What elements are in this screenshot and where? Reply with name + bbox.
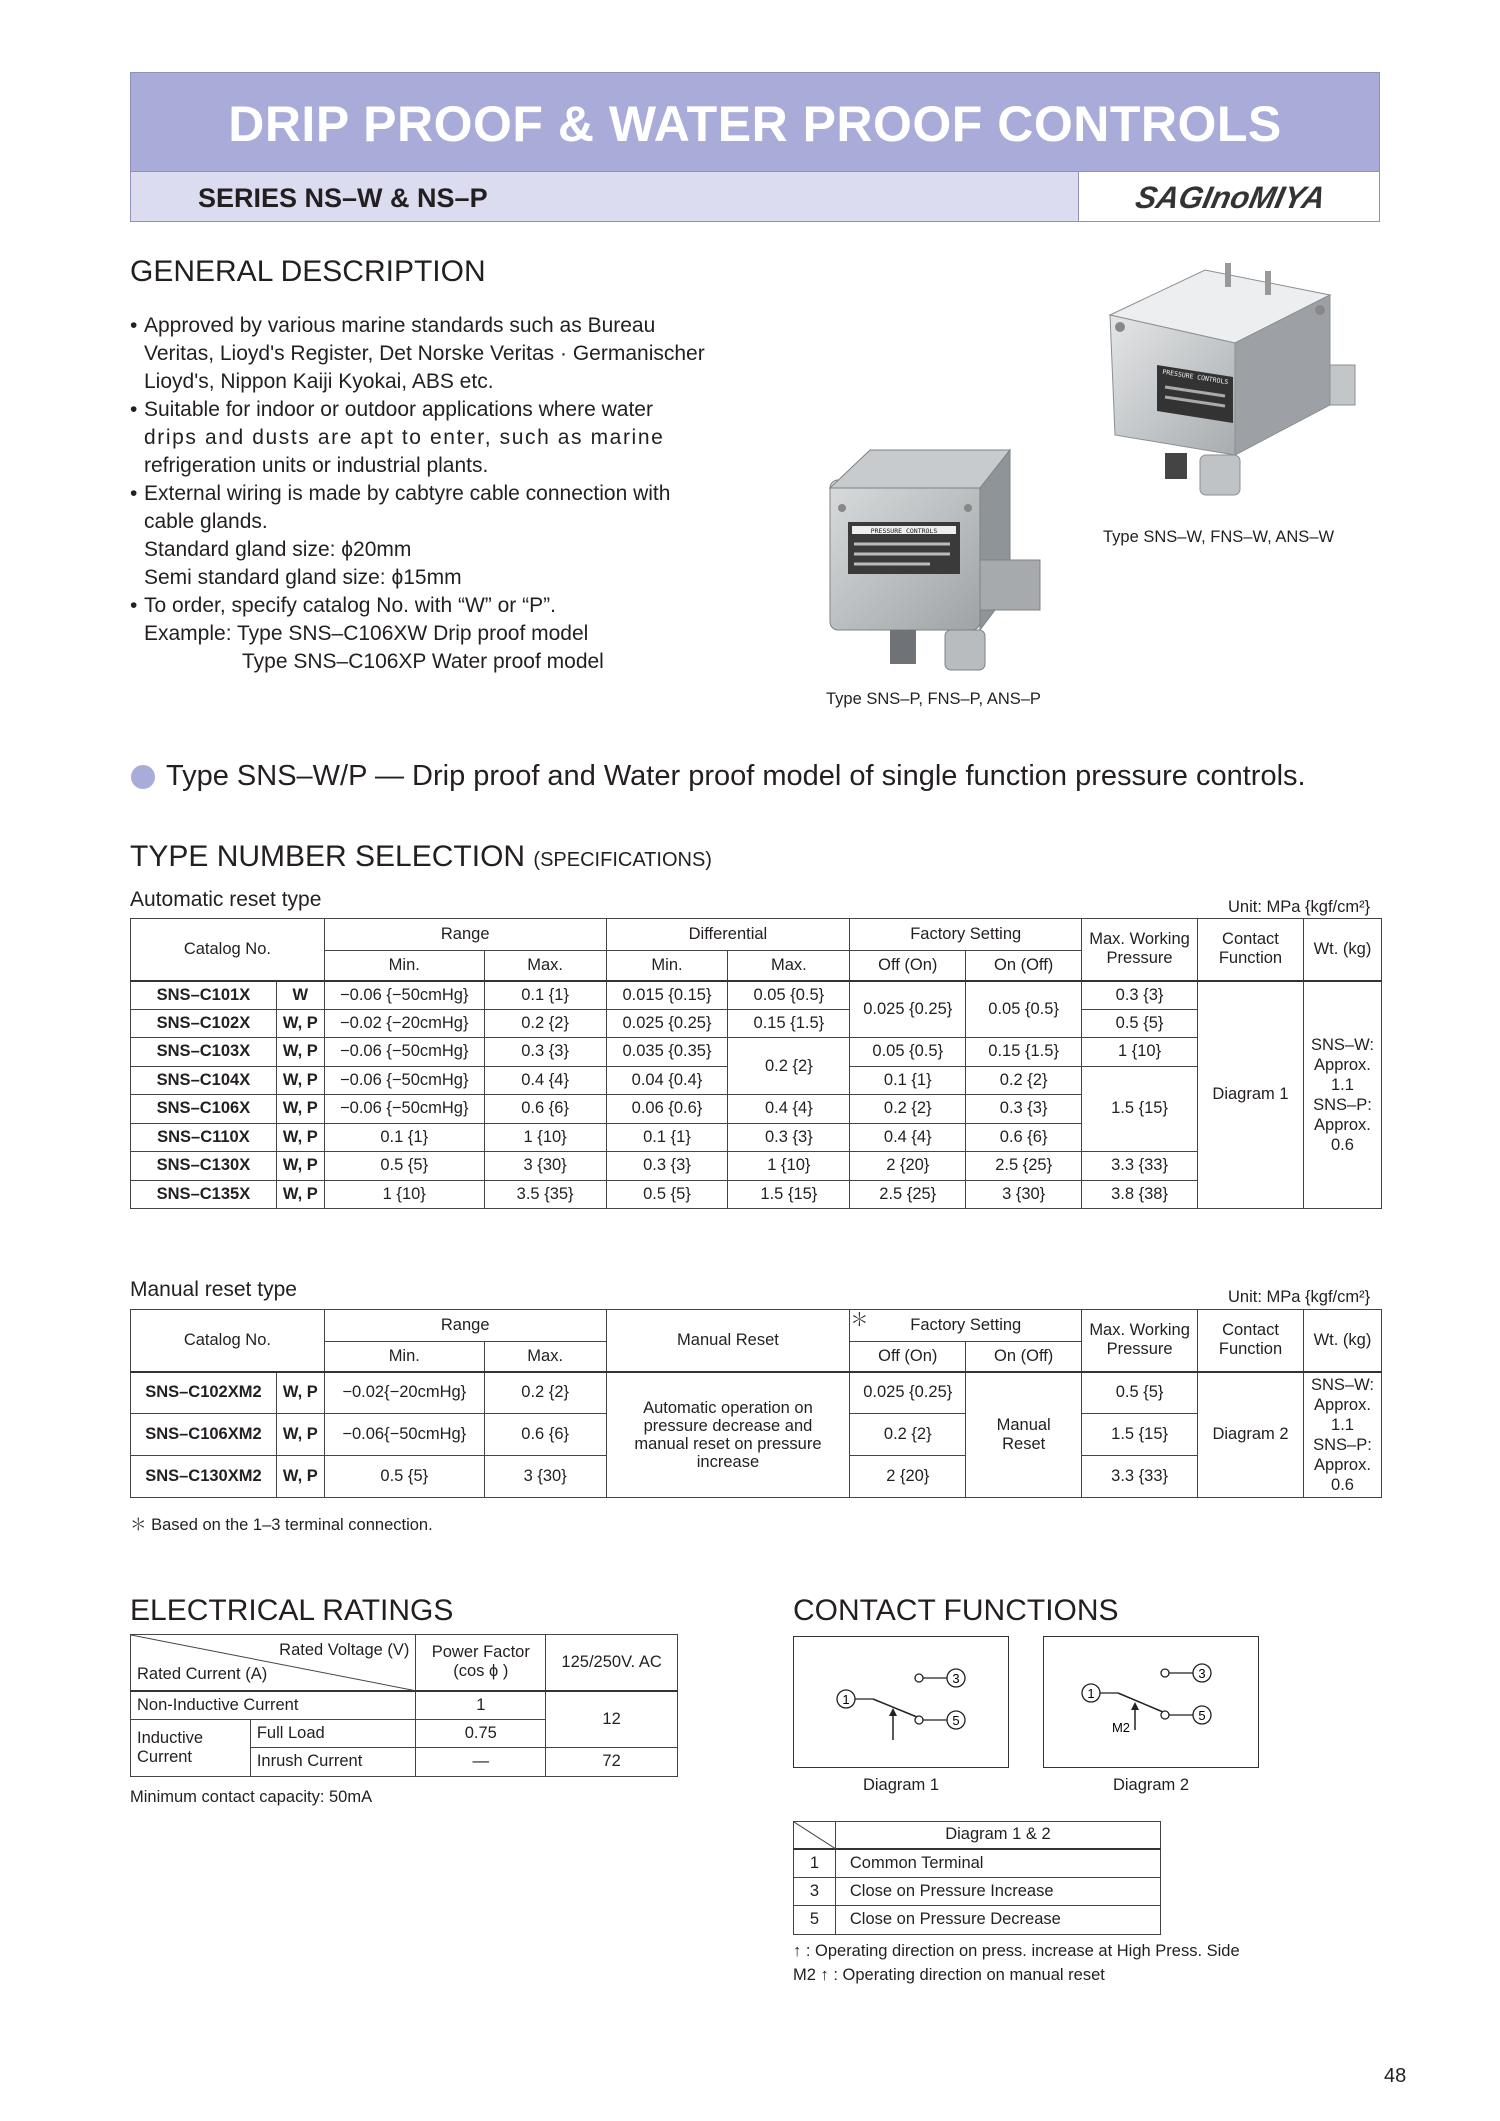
diagonal-divider <box>794 1822 836 1849</box>
cell-catalog: SNS–C106XM2 <box>131 1414 277 1456</box>
cell-range-max: 3 {30} <box>484 1152 606 1181</box>
weight-line: SNS–W: <box>1311 1375 1374 1394</box>
desc-line: Example: Type SNS–C106XW Drip proof model <box>144 622 589 645</box>
auto-unit: Unit: MPa {kgf/cm²} <box>1228 898 1371 916</box>
header-off-on: Off (On) <box>850 1342 966 1372</box>
header-off-on: Off (On) <box>850 951 966 981</box>
rated-voltage-label: Rated Voltage (V) <box>279 1641 410 1659</box>
cell-range-max: 0.1 {1} <box>484 981 606 1010</box>
cell-contact-function: Diagram 2 <box>1198 1372 1304 1498</box>
cell-range-max: 0.6 {6} <box>484 1095 606 1124</box>
cell-type: W, P <box>276 1456 324 1498</box>
cell-type: W, P <box>276 1414 324 1456</box>
cell-off-on: 0.4 {4} <box>850 1123 966 1152</box>
page-title: DRIP PROOF & WATER PROOF CONTROLS <box>228 96 1282 152</box>
contact-diagram-1 <box>793 1636 1009 1768</box>
cell-type: W, P <box>276 1038 324 1067</box>
cell-on-off: 2.5 {25} <box>966 1152 1082 1181</box>
desc-line: Type SNS–C106XP Water proof model <box>242 650 604 673</box>
cell-catalog: SNS–C130X <box>131 1152 277 1181</box>
cell-catalog: SNS–C135X <box>131 1180 277 1209</box>
desc-line: Standard gland size: ϕ20mm <box>144 538 412 561</box>
header-contact: Contact Function <box>1198 1310 1304 1372</box>
cell-max-working: 0.5 {5} <box>1082 1009 1198 1038</box>
auto-reset-table <box>130 918 1382 1209</box>
cell-off-on: 0.025 {0.25} <box>850 1372 966 1414</box>
header-range-min: Min. <box>324 951 484 981</box>
cell-diff-max: 1 {10} <box>728 1152 850 1181</box>
series-label: SERIES NS–W & NS–P <box>198 183 488 213</box>
header-factory <box>850 1310 1082 1342</box>
voltage-value: 125/250V. AC <box>546 1635 678 1691</box>
weight-line: Approx. <box>1314 1395 1371 1414</box>
table-row <box>131 1152 1382 1181</box>
manual-unit: Unit: MPa {kgf/cm²} <box>1228 1288 1371 1306</box>
cell-off-on: 0.1 {1} <box>850 1066 966 1095</box>
cell-max-working: 0.3 {3} <box>1082 981 1198 1010</box>
cell-weight <box>1303 1372 1381 1498</box>
cell-catalog: SNS–C110X <box>131 1123 277 1152</box>
header-factory-text: Factory Setting <box>910 1316 1022 1334</box>
cell-max-working: 1.5 {15} <box>1082 1066 1198 1152</box>
general-description-heading: GENERAL DESCRIPTION <box>130 255 486 288</box>
photo-caption-w: Type SNS–W, FNS–W, ANS–W <box>1103 528 1335 546</box>
photo-caption-p: Type SNS–P, FNS–P, ANS–P <box>826 690 1041 708</box>
electrical-ratings-heading: ELECTRICAL RATINGS <box>130 1594 454 1627</box>
selection-heading-text: TYPE NUMBER SELECTION <box>130 840 526 873</box>
pf-inrush: — <box>416 1748 546 1777</box>
type-selection-heading <box>130 840 712 874</box>
cell-manual-reset: Automatic operation on pressure decrease and manual reset on pressure increase <box>606 1372 850 1498</box>
power-factor-header: Power Factor (cos ϕ ) <box>416 1635 546 1691</box>
rated-current-label: Rated Current (A) <box>137 1664 268 1683</box>
cell-on-off: Manual Reset <box>966 1372 1082 1498</box>
manual-footnote: ＊ Based on the 1–3 terminal connection. <box>130 1516 433 1534</box>
header-range: Range <box>324 1310 606 1342</box>
cell-range-max: 0.3 {3} <box>484 1038 606 1067</box>
bullet-circle-icon <box>130 764 156 790</box>
desc-line: • External wiring is made by cabtyre cable connection with <box>130 480 722 508</box>
cell-diff-min: 0.015 {0.15} <box>606 981 728 1010</box>
cell-range-max: 3.5 {35} <box>484 1180 606 1209</box>
product-photo-sns-p <box>820 440 1060 680</box>
desc-line: drips and dusts are apt to enter, such as marine <box>144 426 665 449</box>
cell-diff-max: 0.2 {2} <box>728 1038 850 1095</box>
header-contact: Contact Function <box>1198 919 1304 981</box>
cell-range-min: −0.06{−50cmHg} <box>324 1414 484 1456</box>
inrush-label: Inrush Current <box>250 1748 416 1777</box>
weight-line: SNS–W: <box>1310 1035 1374 1054</box>
cell-range-max: 0.4 {4} <box>484 1066 606 1095</box>
cell-type: W, P <box>276 1009 324 1038</box>
terminal-description: Close on Pressure Increase <box>835 1877 1160 1906</box>
desc-line: refrigeration units or industrial plants. <box>144 454 489 477</box>
svg-text:3: 3 <box>952 1671 960 1686</box>
svg-text:PRESSURE CONTROLS: PRESSURE CONTROLS <box>870 527 938 535</box>
weight-line: 0.6 <box>1331 1475 1354 1494</box>
header-catalog: Catalog No. <box>131 919 325 981</box>
selection-heading-small: (SPECIFICATIONS) <box>533 849 712 871</box>
cell-range-max: 3 {30} <box>484 1456 606 1498</box>
terminal-number: 1 <box>794 1849 836 1878</box>
svg-text:SAGInoMIYA: SAGInoMIYA <box>1132 180 1329 215</box>
general-description-text <box>130 312 722 676</box>
pf-full-load: 0.75 <box>416 1719 546 1748</box>
desc-line: • Suitable for indoor or outdoor applications where water <box>130 396 722 424</box>
cell-catalog: SNS–C103X <box>131 1038 277 1067</box>
cell-type: W, P <box>276 1066 324 1095</box>
cell-catalog: SNS–C104X <box>131 1066 277 1095</box>
header-diff-min: Min. <box>606 951 728 981</box>
cell-max-working: 1 {10} <box>1082 1038 1198 1067</box>
inductive-label: Inductive Current <box>131 1719 251 1776</box>
cell-range-max: 0.6 {6} <box>484 1414 606 1456</box>
desc-line: Semi standard gland size: ϕ15mm <box>144 566 462 589</box>
cell-on-off: 0.15 {1.5} <box>966 1038 1082 1067</box>
cell-catalog: SNS–C101X <box>131 981 277 1010</box>
cell-max-working: 3.3 {33} <box>1082 1152 1198 1181</box>
cell-range-max: 0.2 {2} <box>484 1372 606 1414</box>
header-range-max: Max. <box>484 951 606 981</box>
cell-range-min: 0.1 {1} <box>324 1123 484 1152</box>
desc-line: • To order, specify catalog No. with “W” or “P”. <box>130 592 722 620</box>
terminal-description: Common Terminal <box>835 1849 1160 1878</box>
contact-functions-heading: CONTACT FUNCTIONS <box>793 1594 1119 1627</box>
cell-off-on: 2 {20} <box>850 1456 966 1498</box>
cell-off-on: 2.5 {25} <box>850 1180 966 1209</box>
header-diff-max: Max. <box>728 951 850 981</box>
header-max-working: Max. Working Pressure <box>1082 1310 1198 1372</box>
cell-diff-max: 1.5 {15} <box>728 1180 850 1209</box>
cell-contact-function: Diagram 1 <box>1198 981 1304 1209</box>
table-row <box>131 1372 1382 1414</box>
cell-max-working: 0.5 {5} <box>1082 1372 1198 1414</box>
manual-reset-direction-note: M2 ↑ : Operating direction on manual reset <box>793 1966 1105 1984</box>
current-72: 72 <box>546 1748 678 1777</box>
auto-reset-label: Automatic reset type <box>130 888 322 911</box>
cell-diff-max: 0.15 {1.5} <box>728 1009 850 1038</box>
cell-type: W, P <box>276 1123 324 1152</box>
cell-off-on: 0.025 {0.25} <box>850 981 966 1038</box>
cell-diff-max: 0.05 {0.5} <box>728 981 850 1010</box>
cell-type: W, P <box>276 1152 324 1181</box>
cell-diff-min: 0.035 {0.35} <box>606 1038 728 1067</box>
weight-line: Approx. <box>1314 1455 1371 1474</box>
cell-on-off: 0.05 {0.5} <box>966 981 1082 1038</box>
weight-line: 0.6 <box>1331 1135 1354 1154</box>
cell-diff-min: 0.5 {5} <box>606 1180 728 1209</box>
header-max-working: Max. Working Pressure <box>1082 919 1198 981</box>
svg-text:1: 1 <box>842 1692 850 1707</box>
manual-reset-table <box>130 1309 1382 1498</box>
cell-type: W, P <box>276 1095 324 1124</box>
minimum-capacity-note: Minimum contact capacity: 50mA <box>130 1788 373 1806</box>
full-load-label: Full Load <box>250 1719 416 1748</box>
cell-diff-min: 0.1 {1} <box>606 1123 728 1152</box>
diagram-2-label: Diagram 2 <box>1112 1776 1190 1794</box>
header-weight: Wt. (kg) <box>1303 919 1381 981</box>
current-12: 12 <box>546 1691 678 1748</box>
contact-diagram-2 <box>1043 1636 1259 1768</box>
cell-diff-max: 0.4 {4} <box>728 1095 850 1124</box>
desc-line: • Approved by various marine standards such as Bureau <box>130 312 722 340</box>
diagram-1-label: Diagram 1 <box>862 1776 940 1794</box>
weight-line: Approx. <box>1314 1055 1371 1074</box>
header-range-min: Min. <box>324 1342 484 1372</box>
manual-reset-label: Manual reset type <box>130 1278 297 1301</box>
cell-off-on: 0.2 {2} <box>850 1414 966 1456</box>
cell-range-min: −0.06 {−50cmHg} <box>324 1095 484 1124</box>
desc-line: cable glands. <box>144 510 268 533</box>
cell-diff-min: 0.025 {0.25} <box>606 1009 728 1038</box>
cell-off-on: 0.2 {2} <box>850 1095 966 1124</box>
cell-max-working: 3.3 {33} <box>1082 1456 1198 1498</box>
table-row <box>131 1009 1382 1038</box>
product-photo-sns-w <box>1085 255 1365 515</box>
cell-type: W, P <box>276 1180 324 1209</box>
cell-range-min: −0.06 {−50cmHg} <box>324 981 484 1010</box>
cell-range-min: 1 {10} <box>324 1180 484 1209</box>
cell-range-min: −0.02{−20cmHg} <box>324 1372 484 1414</box>
cell-on-off: 0.6 {6} <box>966 1123 1082 1152</box>
saginomiya-logo <box>1078 172 1380 222</box>
header-on-off: On (Off) <box>966 1342 1082 1372</box>
cell-catalog: SNS–C130XM2 <box>131 1456 277 1498</box>
cell-type: W <box>276 981 324 1010</box>
non-inductive-label: Non-Inductive Current <box>131 1691 416 1720</box>
cell-range-min: −0.06 {−50cmHg} <box>324 1038 484 1067</box>
cell-on-off: 0.2 {2} <box>966 1066 1082 1095</box>
cell-range-max: 1 {10} <box>484 1123 606 1152</box>
operating-direction-note: ↑ : Operating direction on press. increase at High Press. Side <box>793 1942 1240 1960</box>
cell-range-min: −0.02 {−20cmHg} <box>324 1009 484 1038</box>
weight-line: 1.1 <box>1331 1415 1354 1434</box>
header-catalog: Catalog No. <box>131 1310 325 1372</box>
pf-non-inductive: 1 <box>416 1691 546 1720</box>
cell-max-working: 1.5 {15} <box>1082 1414 1198 1456</box>
cell-range-min: 0.5 {5} <box>324 1456 484 1498</box>
cell-diff-max: 0.3 {3} <box>728 1123 850 1152</box>
cell-diff-min: 0.3 {3} <box>606 1152 728 1181</box>
desc-line: Lioyd's, Nippon Kaiji Kyokai, ABS etc. <box>144 370 494 393</box>
cell-off-on: 2 {20} <box>850 1152 966 1181</box>
cell-max-working: 3.8 {38} <box>1082 1180 1198 1209</box>
table-row <box>131 981 1382 1010</box>
weight-line: SNS–P: <box>1313 1095 1372 1114</box>
cell-weight <box>1303 981 1381 1209</box>
svg-text:5: 5 <box>952 1713 960 1728</box>
header-factory: Factory Setting <box>850 919 1082 951</box>
header-manual-reset: Manual Reset <box>606 1310 850 1372</box>
cell-range-min: 0.5 {5} <box>324 1152 484 1181</box>
type-heading: Type SNS–W/P — Drip proof and Water proof model of single function pressure controls. <box>166 760 1306 792</box>
cell-on-off: 3 {30} <box>966 1180 1082 1209</box>
header-differential: Differential <box>606 919 850 951</box>
terminal-number: 5 <box>794 1906 836 1935</box>
header-on-off: On (Off) <box>966 951 1082 981</box>
svg-text:M2: M2 <box>1111 1720 1131 1735</box>
electrical-ratings-table <box>130 1634 678 1777</box>
cell-on-off: 0.3 {3} <box>966 1095 1082 1124</box>
terminal-corner-cell <box>794 1822 836 1849</box>
cell-off-on: 0.05 {0.5} <box>850 1038 966 1067</box>
table-row <box>131 1038 1382 1067</box>
cell-type: W, P <box>276 1372 324 1414</box>
cell-range-max: 0.2 {2} <box>484 1009 606 1038</box>
cell-catalog: SNS–C106X <box>131 1095 277 1124</box>
weight-line: 1.1 <box>1331 1075 1354 1094</box>
terminal-table-header: Diagram 1 & 2 <box>835 1822 1160 1849</box>
cell-diff-min: 0.04 {0.4} <box>606 1066 728 1095</box>
cell-catalog: SNS–C102XM2 <box>131 1372 277 1414</box>
weight-line: Approx. <box>1314 1115 1371 1134</box>
terminal-table <box>793 1821 1161 1935</box>
terminal-description: Close on Pressure Decrease <box>835 1906 1160 1935</box>
svg-text:1: 1 <box>1087 1686 1095 1701</box>
rated-header-cell <box>131 1635 416 1691</box>
header-weight: Wt. (kg) <box>1303 1310 1381 1372</box>
header-range: Range <box>324 919 606 951</box>
weight-line: SNS–P: <box>1313 1435 1372 1454</box>
cell-range-min: −0.06 {−50cmHg} <box>324 1066 484 1095</box>
svg-text:PRESSURE CONTROLS: PRESSURE CONTROLS <box>1161 367 1229 387</box>
cell-catalog: SNS–C102X <box>131 1009 277 1038</box>
svg-text:5: 5 <box>1198 1708 1206 1723</box>
terminal-number: 3 <box>794 1877 836 1906</box>
asterisk-mark: ＊ <box>850 1310 869 1330</box>
header-range-max: Max. <box>484 1342 606 1372</box>
svg-text:3: 3 <box>1198 1666 1206 1681</box>
page-number: 48 <box>1384 2065 1407 2087</box>
table-row <box>131 1180 1382 1209</box>
desc-line: Veritas, Lioyd's Register, Det Norske Veritas · Germanischer <box>144 342 705 365</box>
cell-diff-min: 0.06 {0.6} <box>606 1095 728 1124</box>
